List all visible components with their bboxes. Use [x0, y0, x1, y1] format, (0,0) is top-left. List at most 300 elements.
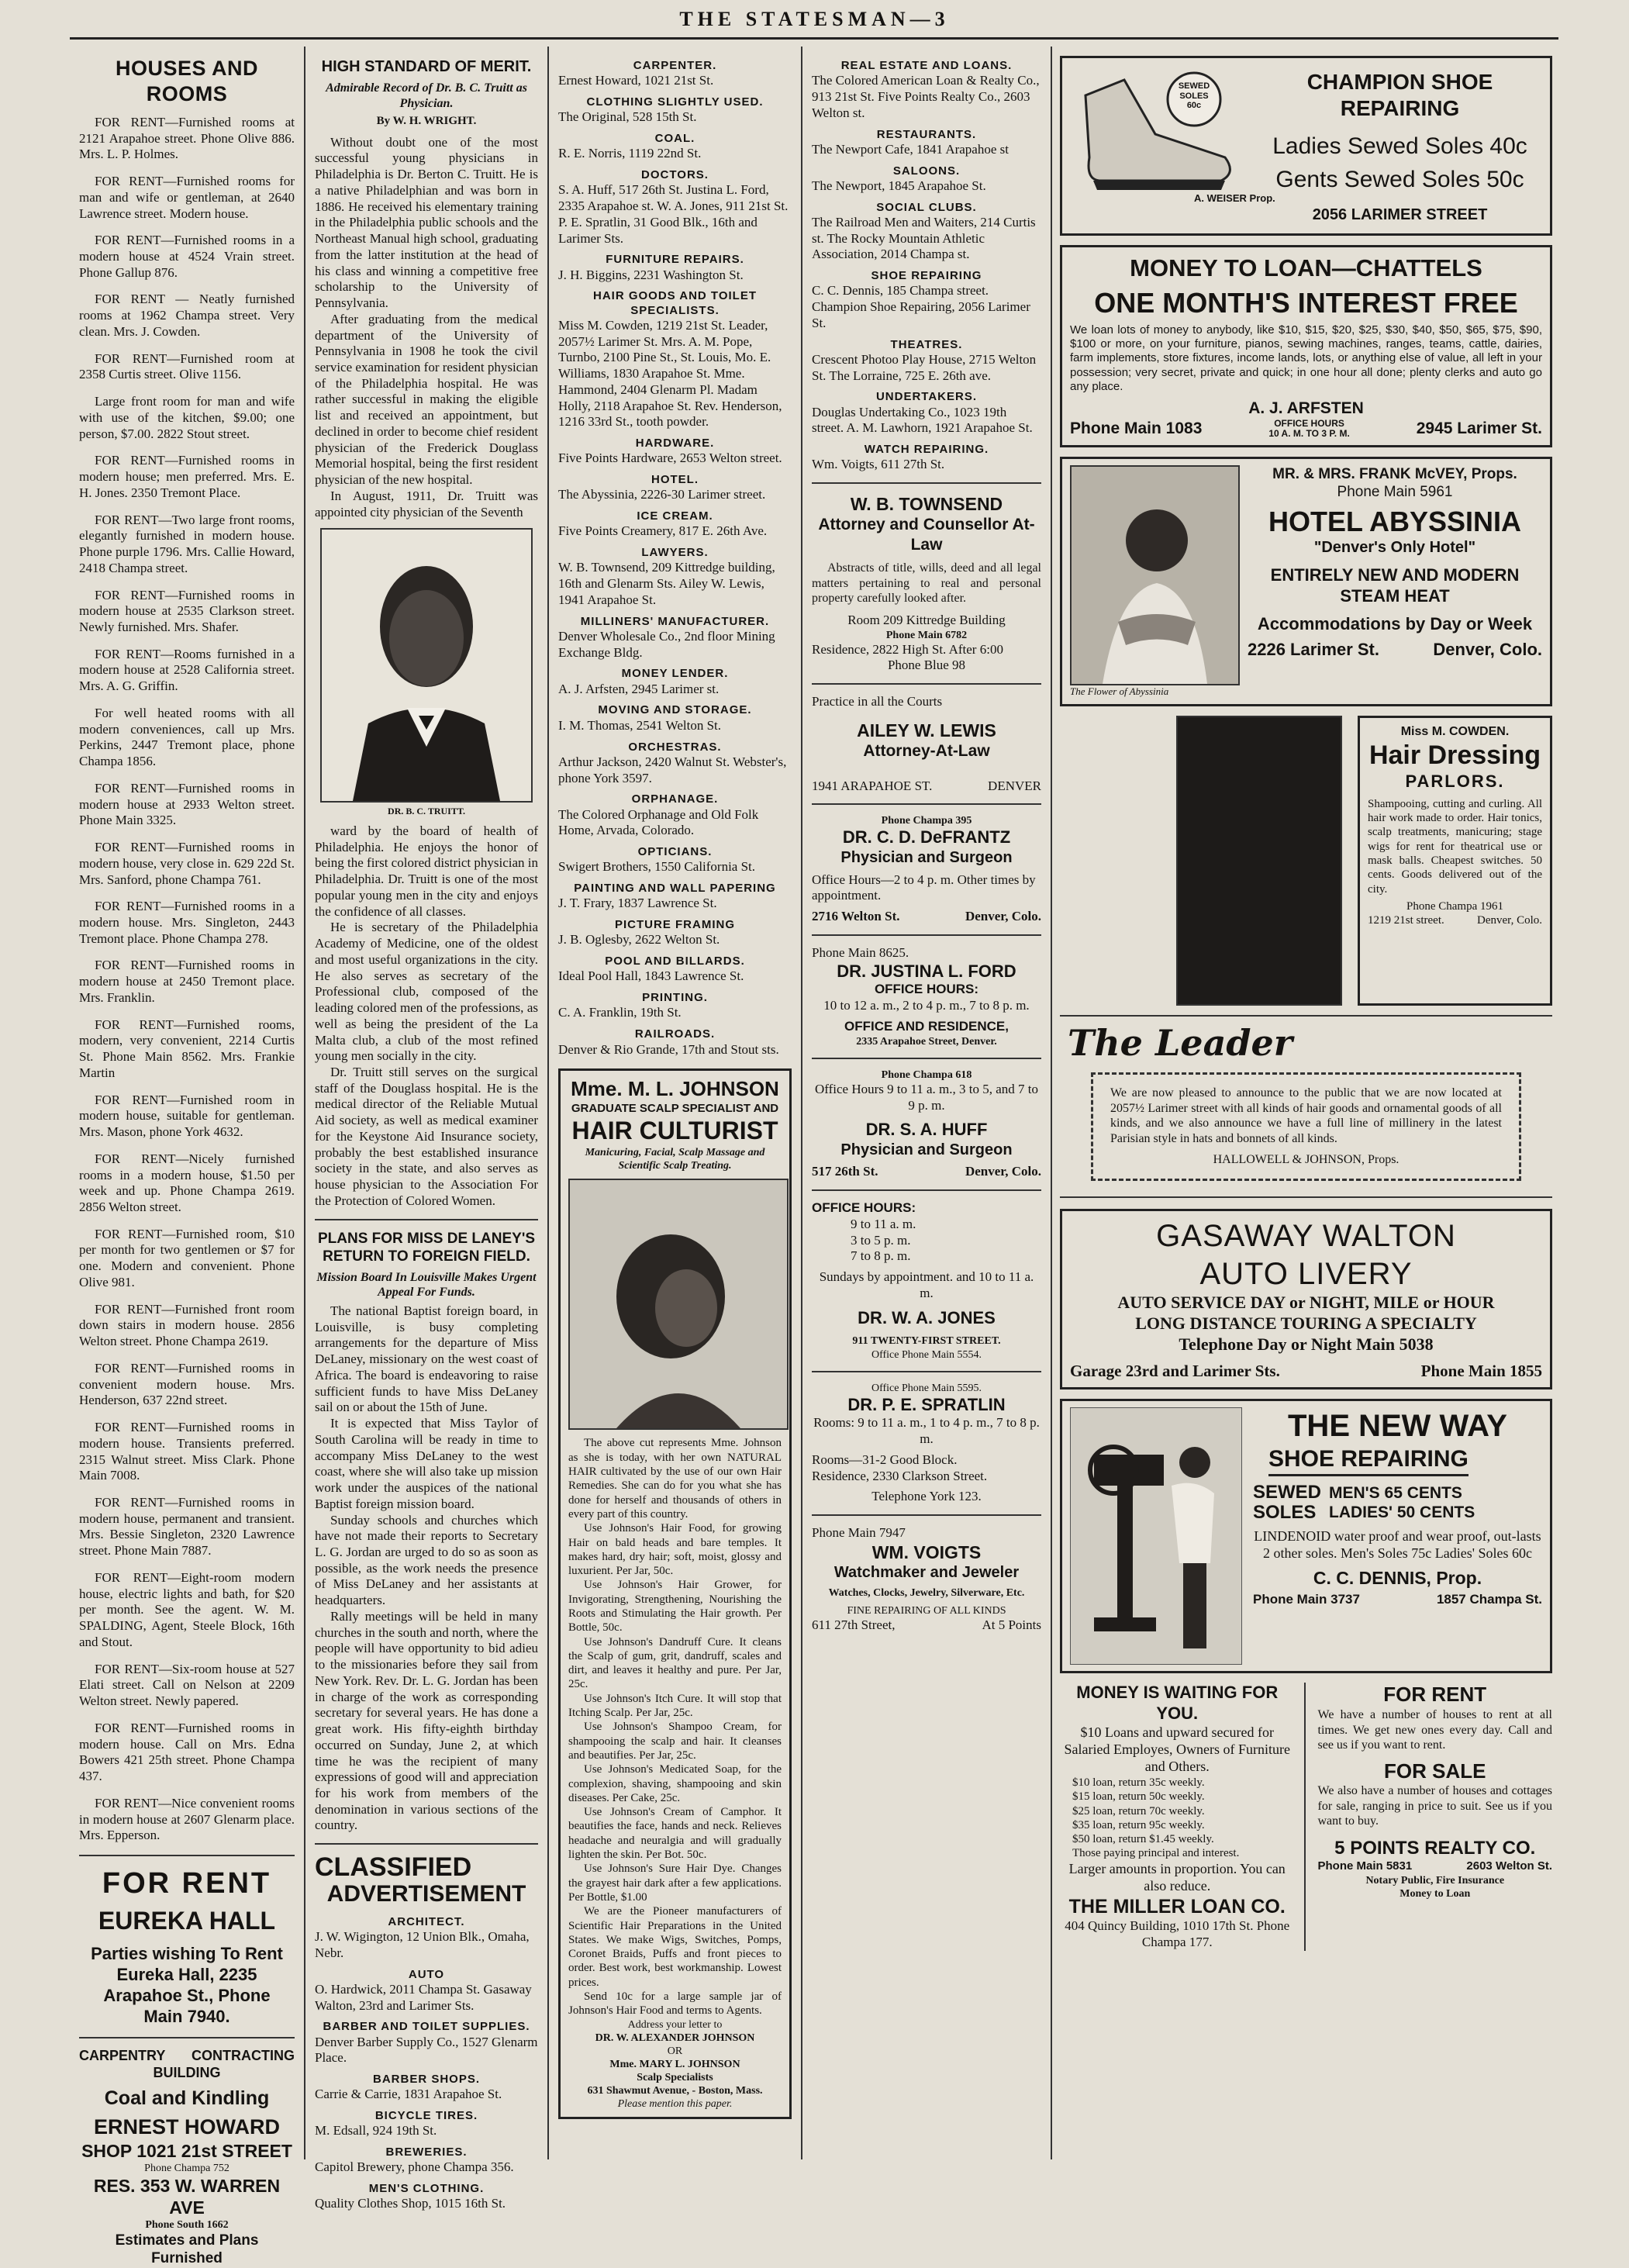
huff-title: Physician and Surgeon [840, 1141, 1013, 1159]
article-subhead: Admirable Record of Dr. B. C. Truitt as Physician. [326, 81, 527, 110]
directory-category: THEATRES. [890, 337, 963, 351]
defrantz-ad [812, 814, 1041, 925]
huff-phone: Phone Champa 618 [881, 1068, 972, 1081]
defrantz-name: DR. C. D. DeFRANTZ [842, 827, 1011, 847]
directory-entry: The Newport, 1845 Arapahoe St. [812, 178, 986, 193]
howard-contracting: CONTRACTING [192, 2047, 295, 2063]
rental-ad: FOR RENT—Nice convenient rooms in modern house at 2607 Glenarm place. Mrs. Epperson. [79, 1795, 295, 1843]
miller-loan-row: $15 loan, return 50c weekly. [1072, 1790, 1205, 1804]
cowden-row [1060, 716, 1552, 1006]
divider [315, 1843, 538, 1845]
divider [812, 803, 1041, 805]
arfsten-name: A. J. ARFSTEN [1248, 399, 1364, 418]
directory-entry: Five Points Hardware, 2653 Welton street. [558, 450, 782, 466]
directory-entry: C. C. Dennis, 185 Champa street. Champion Shoe Repairing, 2056 Larimer St. [812, 283, 1030, 330]
directory-entry: S. A. Huff, 517 26th St. Justina L. Ford, 2335 Arapahoe st. W. A. Jones, 911 21st St. P. E. Spratlin, 31 Good Blk., 16th and Larimer Sts. [558, 182, 789, 246]
directory-category: UNDERTAKERS. [875, 390, 978, 404]
johnson-product: Send 10c for a large sample jar of Johnson's Hair Food and terms to Agents. [568, 1990, 782, 2018]
article-paragraph: The national Baptist foreign board, in Louisville, is busy completing arrangements for the departure of Miss DeLaney, missionary on the west coast of Africa. The board is endeavoring to raise sufficient funds to have Miss DeLaney sail on or about the 15th of June. [315, 1303, 538, 1415]
champion-ladies: Ladies Sewed Soles 40c [1272, 133, 1527, 160]
rental-ad: FOR RENT—Furnished rooms in a modern house at 4524 Vrain street. Phone Gallup 876. [79, 233, 295, 280]
miller-loan-row: $35 loan, return 95c weekly. [1072, 1818, 1205, 1831]
directory-category: COAL. [654, 132, 695, 146]
defrantz-title: Physician and Surgeon [840, 849, 1013, 867]
townsend-text: Abstracts of title, wills, deed and all legal matters pertaining to real and personal property carefully looked after. [812, 561, 1041, 606]
directory-entry: Douglas Undertaking Co., 1023 19th street. A. M. Lawhorn, 1921 Arapahoe St. [812, 404, 1033, 436]
jones-hours-1: 9 to 11 a. m. [851, 1216, 916, 1231]
realty-money: Money to Loan [1399, 1887, 1471, 1900]
directory-category: FURNITURE REPAIRS. [606, 253, 744, 267]
rental-ad: FOR RENT—Furnished rooms in modern house; men preferred. Mrs. E. H. Jones. 2350 Tremont Place. [79, 453, 295, 500]
jones-hours-label: OFFICE HOURS: [812, 1200, 916, 1216]
johnson-portrait-image [568, 1179, 789, 1430]
arfsten-hours-label: OFFICE HOURS [1274, 417, 1344, 429]
howard-phone2: Phone South 1662 [145, 2219, 229, 2232]
classified-heading-2: ADVERTISEMENT [326, 1881, 526, 1907]
defrantz-phone: Phone Champa 395 [881, 815, 972, 827]
rental-ad: For well heated rooms with all modern conveniences, call up Mrs. Perkins, 2447 Tremont place, phone Champa 1856. [79, 705, 295, 769]
johnson-product: Use Johnson's Cream of Camphor. It beautifies the face, hands and neck. Relieves headache and neuralgia and will gradually lighten the skin. Per Bot. 50c. [568, 1806, 782, 1862]
newway-l2: SHOE REPAIRING [1268, 1445, 1469, 1476]
directory-entry: A. J. Arfsten, 2945 Larimer st. [558, 681, 720, 696]
directory-entry: Denver & Rio Grande, 17th and Stout sts. [558, 1041, 779, 1057]
directory-category: SALOONS. [892, 164, 961, 178]
townsend-name: W. B. TOWNSEND [850, 494, 1003, 515]
johnson-services: Manicuring, Facial, Scalp Massage and Scientific Scalp Treating. [585, 1147, 765, 1172]
rental-ad: FOR RENT—Furnished rooms in modern house at 2933 Welton street. Phone Main 3325. [79, 780, 295, 828]
huff-name: DR. S. A. HUFF [865, 1120, 988, 1140]
directory-category: BARBER SHOPS. [372, 2073, 481, 2087]
article-paragraph: Sunday schools and churches which have not made their reports to Secretary L. G. Jordan are urged to do so as soon as possible, as the work needs the presence of Miss DeLaney and her assistants at headquarters. [315, 1512, 538, 1608]
divider [79, 2037, 295, 2038]
directory-entry: Five Points Creamery, 817 E. 26th Ave. [558, 523, 768, 539]
directory-entry: O. Hardwick, 2011 Champa St. Gasaway Walton, 23rd and Larimer Sts. [315, 1981, 532, 2013]
arfsten-loan-ad [1060, 245, 1552, 447]
gasaway-l5: Telephone Day or Night Main 5038 [1179, 1334, 1434, 1354]
newway-sewed: SEWED [1253, 1481, 1322, 1503]
realty-sale-text: We also have a number of houses and cottages for sale, ranging in price to suit. See us if you want to buy. [1317, 1784, 1552, 1828]
huff-city: Denver, Colo. [965, 1164, 1041, 1179]
johnson-addr2: Mme. MARY L. JOHNSON [609, 2058, 740, 2070]
johnson-products [568, 1521, 782, 2018]
delaney-subhead: Mission Board In Louisville Makes Urgent Appeal For Funds. [316, 1270, 537, 1300]
divider [812, 482, 1041, 484]
realty-name: 5 POINTS REALTY CO. [1334, 1837, 1536, 1859]
lewis-title: Attorney-At-Law [863, 742, 990, 760]
spratlin-res: Residence, 2330 Clarkson Street. [812, 1468, 988, 1483]
ford-addr: 2335 Arapahoe Street, Denver. [856, 1035, 997, 1048]
rental-ads-list [79, 115, 295, 1844]
gasaway-garage: Garage 23rd and Larimer Sts. [1070, 1361, 1280, 1380]
shoe-image [1070, 64, 1275, 227]
directory-category: LAWYERS. [641, 546, 709, 560]
voigts-phone: Phone Main 7947 [812, 1525, 906, 1541]
article-heading: HIGH STANDARD OF MERIT. [321, 58, 532, 75]
miller-name: THE MILLER LOAN CO. [1068, 1895, 1286, 1918]
rental-ad: FOR RENT—Furnished room in modern house, suitable for gentleman. Mrs. Mason, phone York 4632. [79, 1092, 295, 1140]
directory-category: ARCHITECT. [388, 1914, 465, 1928]
arfsten-hours: 10 A. M. TO 3 P. M. [1268, 428, 1350, 439]
divider [812, 683, 1041, 685]
ford-phone: Phone Main 8625. [812, 944, 909, 960]
directory-category: AUTO [408, 1967, 445, 1981]
leader-ad [1060, 1015, 1552, 1198]
lewis-addr: 1941 ARAPAHOE ST. [812, 778, 933, 793]
abyssinia-props: MR. & MRS. FRANK McVEY, Props. [1272, 466, 1517, 483]
new-way-shoe-ad [1060, 1399, 1552, 1673]
champion-addr: 2056 LARIMER STREET [1312, 205, 1488, 223]
spratlin-ad [812, 1382, 1041, 1506]
abyssinia-l1: ENTIRELY NEW AND MODERN [1270, 564, 1520, 585]
shoe-machine-image [1070, 1407, 1242, 1665]
johnson-product: We are the Pioneer manufacturers of Scientific Hair Preparations in the United States. We make Wigs, Switches, Pomps, Coronet Braids, Puffs and front pieces to order. Best work, best workmanship. Lowest prices. [568, 1905, 782, 1989]
johnson-product: Use Johnson's Hair Food, for growing Hair on bald heads and bare temples. It makes hard, dry hair; soft, moist, glossy and luxurient. Per Jar, 50c. [568, 1522, 782, 1578]
howard-coal: Coal and Kindling [104, 2087, 270, 2109]
rental-ad: FOR RENT—Eight-room modern house, electric lights and bath, for $20 per month. See the agent. W. M. SPALDING, Agent, Steele Block, 16th and Stout. [79, 1569, 295, 1649]
cowden-addr: 1219 21st street. [1368, 914, 1444, 927]
column-professionals [802, 47, 1051, 2159]
lewis-ad [812, 694, 1041, 794]
directory-entry: J. H. Biggins, 2231 Washington St. [558, 267, 744, 282]
miller-loan-row: $10 loan, return 35c weekly. [1072, 1776, 1205, 1789]
directory-entry: The Colored Orphanage and Old Folk Home, Arvada, Colorado. [558, 806, 759, 838]
cowden-sub: PARLORS. [1405, 772, 1505, 792]
defrantz-city: Denver, Colo. [965, 909, 1041, 924]
huff-addr: 517 26th St. [812, 1164, 878, 1179]
ford-hours: 10 to 12 a. m., 2 to 4 p. m., 7 to 8 p. m. [823, 998, 1030, 1013]
article-paragraph: Dr. Truitt still serves on the surgical staff of the Douglass hospital. He is the medical director of the Reliable Mutual Aid society, as well as medical examiner for the Keystone Aid Insurance society, probably the best established insurance society in the state, and also serves as house physician to the Association For the Protection of Colored Women. [315, 1064, 538, 1208]
ford-name: DR. JUSTINA L. FORD [837, 961, 1016, 981]
dark-photo-image [1176, 716, 1342, 1006]
johnson-product: Use Johnson's Sure Hair Dye. Changes the grayest hair dark after a few applications. Per Bottle, $1.00 [568, 1862, 782, 1904]
classified-directory [558, 59, 792, 1058]
miller-text: $10 Loans and upward secured for Salaried Employes, Owners of Furniture and Others. [1064, 1724, 1290, 1774]
arfsten-phone: Phone Main 1083 [1070, 419, 1203, 438]
directory-category: HOTEL. [651, 473, 699, 487]
rental-ad: FOR RENT—Furnished rooms in modern house, permanent and transient. Mrs. Bessie Singleton, 2320 Lawrence street. Phone Main 7887. [79, 1495, 295, 1559]
arfsten-addr: 2945 Larimer St. [1416, 419, 1542, 438]
classified-directory [315, 1915, 538, 2212]
johnson-or: OR [667, 2045, 683, 2057]
rental-ad: FOR RENT—Furnished rooms in modern house, very close in. 629 22d St. Mrs. Sanford, phone Champa 761. [79, 840, 295, 887]
eureka-hall-ad [79, 1866, 295, 2028]
gasaway-l4: LONG DISTANCE TOURING A SPECIALTY [1135, 1314, 1477, 1334]
rental-ad: Large front room for man and wife with use of the kitchen, $9.00; one person, $7.00. 2822 Stout street. [79, 394, 295, 441]
abyssinia-l3: Accommodations by Day or Week [1257, 614, 1533, 634]
gasaway-l2: AUTO LIVERY [1199, 1256, 1413, 1291]
townsend-phone: Phone Main 6782 [885, 629, 968, 641]
directory-entry: R. E. Norris, 1119 22nd St. [558, 146, 702, 161]
five-points-realty-ad [1318, 1683, 1553, 1950]
directory-entry: M. Edsall, 924 19th St. [315, 2123, 437, 2139]
rental-ad: FOR RENT—Furnished rooms in modern house at 2535 Clarkson street. Newly furnished. Mrs. Shafer. [79, 587, 295, 634]
champion-title: CHAMPION SHOE REPAIRING [1306, 70, 1493, 121]
johnson-address-intro: Address your letter to [627, 2018, 723, 2031]
flower-caption: The Flower of Abyssinia [1070, 685, 1169, 698]
article-paragraph: After graduating from the medical department of the University of Pennsylvania in 1908 he took the civil service examination for resident physician of the Philadelphia hospital. He was rather successful in making the eligible list and received an appointment, but declined in order to become chief resident physician of the Frederick Douglass Memorial hospital, being the first resident physician of the new hospital. [315, 311, 538, 488]
divider [812, 1058, 1041, 1059]
champion-gents: Gents Sewed Soles 50c [1275, 166, 1524, 192]
rental-ad: FOR RENT—Nicely furnished rooms in a modern house, $1.50 per week and up. Phone Champa 2619. 2856 Welton street. [79, 1151, 295, 1214]
johnson-mention: Please mention this paper. [617, 2098, 733, 2111]
howard-name: ERNEST HOWARD [93, 2115, 280, 2139]
champion-prop-label: Prop. [1249, 192, 1275, 204]
realty-rent-title: FOR RENT [1383, 1683, 1487, 1707]
miller-loan-table [1060, 1776, 1295, 1846]
directory-entry: Quality Clothes Shop, 1015 16th St. [315, 2196, 506, 2211]
column-directory [549, 47, 801, 2159]
realty-addr: 2603 Welton St. [1466, 1859, 1552, 1873]
miller-loan-row: $50 loan, return $1.45 weekly. [1072, 1833, 1214, 1846]
howard-carpentry: CARPENTRY [79, 2047, 166, 2063]
leader-title: The Leader [1068, 1022, 1293, 1065]
townsend-res: Residence, 2822 High St. After 6:00 [812, 641, 1003, 657]
newway-text: LINDENOID water proof and wear proof, out-lasts 2 other soles. Men's Soles 75c Ladies' Soles 60c [1254, 1528, 1541, 1561]
directory-entry: The Abyssinia, 2226-30 Larimer street. [558, 487, 766, 502]
rental-ad: FOR RENT—Furnished rooms in modern house. Transients preferred. 2315 Walnut street. Miss Clark. Phone Main 7008. [79, 1420, 295, 1483]
directory-category: RESTAURANTS. [876, 127, 977, 141]
directory-category: BREWERIES. [385, 2145, 468, 2159]
newway-ladies: LADIES' 50 CENTS [1329, 1503, 1475, 1522]
directory-category: ORPHANAGE. [631, 792, 719, 806]
article-paragraph: He is secretary of the Philadelphia Academy of Medicine, one of the oldest and most useful organizations in the city. He also serves as secretary of the Professional club, composed of the leading colored men of the professions, as well as being the president of the La Malta club, a club of the most refined young men socially in the city. [315, 920, 538, 1064]
hotel-abyssinia-ad [1060, 457, 1552, 706]
directory-entry: C. A. Franklin, 19th St. [558, 1005, 682, 1020]
ford-office: OFFICE AND RESIDENCE, [844, 1018, 1009, 1034]
voigts-name: WM. VOIGTS [871, 1541, 982, 1562]
directory-category: PAINTING AND WALL PAPERING [574, 882, 776, 896]
article-paragraph: In August, 1911, Dr. Truitt was appointed city physician of the Seventh [315, 488, 538, 520]
page-title: THE STATESMAN—3 [679, 8, 950, 30]
johnson-title1: GRADUATE SCALP SPECIALIST AND [571, 1101, 779, 1115]
rental-ad: FOR RENT—Furnished room at 2358 Curtis street. Olive 1156. [79, 350, 295, 382]
directory-category: CLOTHING SLIGHTLY USED. [586, 95, 764, 109]
eureka-hall-text: Parties wishing To Rent Eureka Hall, 2235 Arapahoe St., Phone Main 7940. [91, 1944, 283, 2026]
article-paragraph: Rally meetings will be held in many churches in the south and north, where the people will have opportunity to bid adieu to the missionaries before they sail from New York. Rev. Dr. L. G. Jordan has been in charge of the work as corresponding secretary for several years. He has done a great work. His fifty-eighth birthday occurred on Sunday, June 2, at which time he was the recipient of many expressions of good will and appreciation for his work from members of the denomination in various sections of the country. [315, 1608, 538, 1833]
directory-entry: Miss M. Cowden, 1219 21st St. Leader, 2057½ Larimer St. Mrs. A. M. Pope, Turnbo, 2100 Pine St., St. Louis, Mo. E. Williams, 1830 Arapahoe St. Mme. Hammond, 2404 Glenarm Pl. Madam Holly, 2118 Arapahoe St. Rev. Henderson, 1216 33rd St., tooth powder. [558, 317, 782, 430]
directory-category: ORCHESTRAS. [628, 740, 722, 754]
rental-ad: FOR RENT—Rooms furnished in a modern house at 2528 California street. Mrs. A. G. Griffin. [79, 646, 295, 694]
johnson-specialists: Scalp Specialists [637, 2071, 713, 2083]
article-paragraph: Without doubt one of the most successful young physicians in Philadelphia is Dr. Berton C. Truitt. He is a native Philadelphian and was born in 1886. He received his elementary training in the Philadelphia public schools and the Northeast Manual high school, graduating from the latter institution at the head of his class and winning a competitive free scholarship to the University of Pennsylvania. [315, 134, 538, 311]
directory-category: OPTICIANS. [637, 845, 713, 859]
column-houses-rooms [70, 47, 304, 2267]
jones-hours-2: 3 to 5 p. m. [851, 1232, 911, 1248]
johnson-title2: HAIR CULTURIST [571, 1117, 778, 1145]
champion-shoe-ad [1060, 56, 1552, 236]
voigts-ad [812, 1525, 1041, 1634]
spratlin-tel: Telephone York 123. [871, 1489, 982, 1504]
johnson-product: Use Johnson's Itch Cure. It will stop that Itching Scalp. Per Jar, 25c. [568, 1692, 782, 1720]
cowden-city: Denver, Colo. [1477, 914, 1542, 927]
newway-name: C. C. DENNIS, Prop. [1313, 1567, 1482, 1588]
article-paragraph: It is expected that Miss Taylor of South Carolina will be ready in time to accompany Miss DeLaney to the west coast, where she will also take up mission work under the auspices of the national Baptist foreign mission board. [315, 1416, 538, 1511]
abyssinia-phone: Phone Main 5961 [1337, 484, 1453, 501]
directory-entry: Swigert Brothers, 1550 California St. [558, 859, 756, 875]
miller-title: MONEY IS WAITING FOR YOU. [1076, 1683, 1279, 1724]
rental-ad: FOR RENT—Furnished front room down stairs in modern house. 2856 Welton street. Phone Champa 2619. [79, 1301, 295, 1349]
abyssinia-name: HOTEL ABYSSINIA [1268, 505, 1522, 537]
flower-of-abyssinia-image [1070, 465, 1240, 685]
johnson-product: Use Johnson's Hair Grower, for Invigorating, Strengthening, Nourishing the Roots and Stimulating the Hair growth. Per Bottle, 50c. [568, 1579, 782, 1635]
arfsten-text: We loan lots of money to anybody, like $10, $15, $20, $25, $30, $40, $50, $65, $75, $90, $100 or more, on your furniture, pianos, sewing machines, ranges, teams, cattle, dairies, farm implements, store fixtures, income lands, lots, or anything else of value, all left in your possession; very secret, private and quick; in one hour all done; plenty clerks and auto go any place. [1070, 323, 1542, 393]
directory-entry: The Original, 528 15th St. [558, 109, 697, 125]
rental-ad: FOR RENT—Furnished rooms in convenient modern house. Mrs. Henderson, 637 22nd street. [79, 1360, 295, 1408]
abyssinia-tag: "Denver's Only Hotel" [1313, 539, 1476, 557]
ford-ad [812, 945, 1041, 1048]
rental-ad: FOR RENT—Two large front rooms, elegantly furnished in modern house. Phone purple 1796. Mrs. Callie Howard, 2418 Champa street. [79, 512, 295, 575]
directory-entry: Wm. Voigts, 611 27th St. [812, 457, 945, 472]
gasaway-phone: Phone Main 1855 [1420, 1361, 1542, 1380]
directory-category: SHOE REPAIRING [871, 269, 982, 283]
divider [812, 934, 1041, 936]
delaney-heading: PLANS FOR MISS DE LANEY'S RETURN TO FOREIGN FIELD. [317, 1230, 536, 1265]
divider [812, 1514, 1041, 1516]
directory-entry: Ideal Pool Hall, 1843 Lawrence St. [558, 968, 744, 984]
divider [79, 1855, 295, 1856]
huff-ad [812, 1068, 1041, 1181]
lewis-practice: Practice in all the Courts [812, 694, 943, 709]
directory-category: POOL AND BILLARDS. [605, 954, 745, 968]
howard-phone1: Phone Champa 752 [144, 2163, 230, 2175]
directory-category: HAIR GOODS AND TOILET SPECIALISTS. [592, 289, 757, 317]
directory-entry: J. T. Frary, 1837 Lawrence St. [558, 896, 717, 911]
directory-category: CARPENTER. [633, 59, 717, 72]
newway-men: MEN'S 65 CENTS [1329, 1484, 1462, 1503]
directory-category: SOCIAL CLUBS. [876, 200, 977, 214]
cowden-name: Miss M. COWDEN. [1400, 725, 1510, 739]
spratlin-rooms: Rooms—31-2 Good Block. [812, 1452, 958, 1467]
directory-entry: W. B. Townsend, 209 Kittredge building, 16th and Glenarm Sts. Ailey W. Lewis, 1941 Arapahoe St. [558, 560, 775, 607]
directory-entry: I. M. Thomas, 2541 Welton St. [558, 717, 722, 733]
rental-ad: FOR RENT — Neatly furnished rooms at 1962 Champa street. Very clean. Mrs. J. Cowden. [79, 292, 295, 339]
spratlin-phone: Office Phone Main 5595. [871, 1382, 982, 1394]
directory-entry: Capitol Brewery, phone Champa 356. [315, 2159, 514, 2175]
directory-entry: Carrie & Carrie, 1831 Arapahoe St. [315, 2087, 502, 2102]
jones-phone: Office Phone Main 5554. [871, 1348, 982, 1361]
directory-entry: J. B. Oglesby, 2622 Welton St. [558, 932, 720, 948]
townsend-res-phone: Phone Blue 98 [887, 658, 966, 673]
voigts-at: At 5 Points [982, 1617, 1041, 1633]
champion-prop: A. WEISER [1194, 192, 1247, 204]
cowden-hair-ad [1358, 716, 1552, 1006]
realty-sale-title: FOR SALE [1384, 1759, 1486, 1783]
eureka-hall-name: EUREKA HALL [98, 1907, 276, 1935]
arfsten-title2: ONE MONTH'S INTEREST FREE [1094, 286, 1518, 319]
column-display-ads [1052, 47, 1560, 2159]
ernest-howard-ad [79, 2048, 295, 2268]
directory-entry: The Colored American Loan & Realty Co., 913 21st St. Five Points Realty Co., 2603 Welton st. [812, 73, 1040, 120]
article-paragraph: ward by the board of health of Philadelphia. He enjoys the honor of being the first colored district physician in Philadelphia. Dr. Truitt is one of the most popular young men in the city and enjoys the confidence of all classes. [315, 823, 538, 919]
directory-category: PICTURE FRAMING [615, 918, 735, 932]
directory-category: HARDWARE. [635, 437, 715, 450]
directory-entry: J. W. Wigington, 12 Union Blk., Omaha, Nebr. [315, 1929, 530, 1960]
spratlin-hours: Rooms: 9 to 11 a. m., 1 to 4 p. m., 7 to 8 p. m. [813, 1415, 1040, 1447]
rental-ad: FOR RENT—Furnished rooms, modern, very convenient, 2214 Curtis St. Phone Main 8562. Mrs. Frankie Martin [79, 1017, 295, 1080]
rental-ad: FOR RENT—Six-room house at 527 Elati street. Call on Nelson at 2209 Welton street. Newly papered. [79, 1661, 295, 1709]
miller-loan-row: $25 loan, return 70c weekly. [1072, 1804, 1205, 1818]
truitt-portrait-image [320, 528, 533, 803]
miller-interest: Those paying principal and interest. [1072, 1847, 1240, 1860]
directory-entry: Denver Barber Supply Co., 1527 Glenarm Place. [315, 2034, 538, 2066]
voigts-addr: 611 27th Street, [812, 1617, 896, 1633]
townsend-ad [812, 493, 1041, 674]
directory-entry: Denver Wholesale Co., 2nd floor Mining Exchange Bldg. [558, 628, 775, 660]
johnson-addr3: 631 Shawmut Avenue, - Boston, Mass. [587, 2085, 763, 2097]
voigts-title: Watchmaker and Jeweler [833, 1563, 1020, 1581]
rental-ad: FOR RENT—Furnished rooms in a modern house. Mrs. Singleton, 2443 Tremont place. Phone Champa 278. [79, 899, 295, 946]
jones-hours-3: 7 to 8 p. m. [851, 1248, 911, 1264]
rental-ad: FOR RENT—Furnished rooms for man and wife or gentleman, at 2640 Lawrence street. Modern house. [79, 174, 295, 221]
huff-hours: Office Hours 9 to 11 a. m., 3 to 5, and 7 to 9 p. m. [814, 1081, 1038, 1113]
article-byline: By W. H. WRIGHT. [376, 115, 477, 128]
jones-addr: 911 TWENTY-FIRST STREET. [852, 1335, 1001, 1348]
abyssinia-addr: 2226 Larimer St. [1248, 640, 1379, 660]
rental-ad: FOR RENT—Furnished rooms in modern house at 2450 Tremont place. Mrs. Franklin. [79, 958, 295, 1005]
johnson-product: Use Johnson's Dandruff Cure. It cleans the Scalp of gum, grit, dandruff, scales and dirt, and leaves it healthy and pure. Per Jar, 25c. [568, 1635, 782, 1691]
arfsten-title1: MONEY TO LOAN—CHATTELS [1130, 254, 1482, 281]
rental-ad: FOR RENT—Furnished rooms in modern house. Call on Mrs. Edna Bowers 421 25th street. Phone Champa 437. [79, 1720, 295, 1784]
rental-ad: FOR RENT—Furnished room, $10 per month for two gentlemen or $7 for one. Modern and convenient. Phone Olive 981. [79, 1226, 295, 1289]
directory-category: REAL ESTATE AND LOANS. [840, 59, 1013, 72]
jones-sunday: Sundays by appointment. and 10 to 11 a. m. [819, 1269, 1034, 1300]
stamp-price: 60c [1186, 101, 1202, 111]
ford-hours-label: OFFICE HOURS: [874, 982, 979, 997]
leader-text-box [1091, 1072, 1521, 1181]
johnson-addr1: DR. W. ALEXANDER JOHNSON [595, 2032, 755, 2044]
cowden-title: Hair Dressing [1368, 740, 1541, 770]
realty-rent-text: We have a number of houses to rent at all times. We get new ones every day. Call and see us if you want to rent. [1317, 1708, 1552, 1752]
newway-l1: THE NEW WAY [1288, 1409, 1507, 1444]
directory-category: ICE CREAM. [637, 509, 713, 523]
directory-category: MONEY LENDER. [621, 667, 729, 681]
gasaway-walton-ad [1060, 1209, 1552, 1390]
classified-directory [812, 59, 1041, 473]
stamp-soles: SOLES [1179, 91, 1209, 101]
column-articles [305, 47, 547, 2211]
newway-soles: SOLES [1253, 1502, 1317, 1524]
directory-entry: The Newport Cafe, 1841 Arapahoe st [812, 141, 1009, 157]
spratlin-name: DR. P. E. SPRATLIN [847, 1394, 1006, 1414]
divider [812, 1189, 1041, 1191]
directory-entry: Arthur Jackson, 2420 Walnut St. Webster's, phone York 3597. [558, 754, 787, 785]
directory-category: RAILROADS. [634, 1027, 716, 1041]
johnson-product: Use Johnson's Medicated Soap, for the complexion, shaving, shampooing and skin diseases. Per Cake, 25c. [568, 1763, 782, 1804]
realty-phone: Phone Main 5831 [1317, 1859, 1413, 1873]
stamp-sewed: SEWED [1178, 81, 1210, 91]
johnson-hair-ad [558, 1068, 792, 2119]
defrantz-hours: Office Hours—2 to 4 p. m. Other times by appointment. [812, 872, 1036, 903]
howard-shop: SHOP 1021 21st STREET [81, 2141, 292, 2162]
miller-larger: Larger amounts in proportion. You can also reduce. [1068, 1860, 1286, 1893]
directory-category: MEN'S CLOTHING. [368, 2182, 485, 2196]
newway-phone: Phone Main 3737 [1253, 1591, 1360, 1607]
johnson-name: Mme. M. L. JOHNSON [571, 1077, 779, 1101]
howard-res: RES. 353 W. WARREN AVE [93, 2176, 281, 2218]
directory-category: WATCH REPAIRING. [864, 443, 989, 457]
abyssinia-city: Denver, Colo. [1433, 640, 1542, 660]
defrantz-addr: 2716 Welton St. [812, 909, 900, 924]
directory-entry: Ernest Howard, 1021 21st St. [558, 73, 714, 88]
directory-entry: The Railroad Men and Waiters, 214 Curtis st. The Rocky Mountain Athletic Association, 2014 Champa st. [812, 214, 1036, 262]
lewis-name: AILEY W. LEWIS [857, 720, 996, 740]
miller-addr: 404 Quincy Building, 1010 17th St. Phone Champa 177. [1065, 1918, 1290, 1949]
top-rule [70, 37, 1558, 40]
houses-rooms-heading: HOUSES AND ROOMS [115, 57, 259, 105]
leader-text: We are now pleased to announce to the public that we are now located at 2057½ Larimer street with all kinds of hair goods and ornamental goods of all kinds, and we also announce we have a full line of millinery in the latest Parisian style in hats and bonnets of all kinds. [1110, 1086, 1502, 1145]
abyssinia-l2: STEAM HEAT [1340, 585, 1450, 606]
cowden-phone: Phone Champa 1961 [1406, 899, 1503, 913]
